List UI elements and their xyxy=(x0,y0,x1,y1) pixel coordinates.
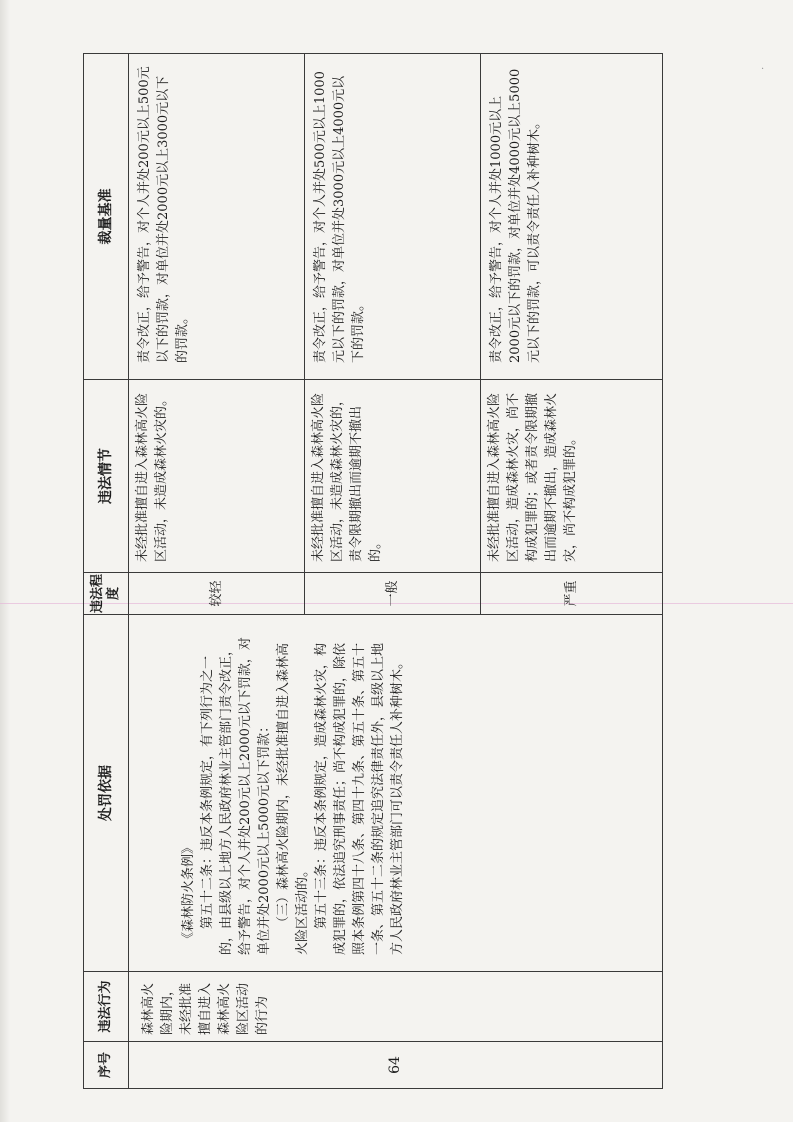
scan-edge-shadow xyxy=(0,0,10,1122)
article-52: 第五十二条：违反本条例规定，有下列行为之一的，由县级以上地方人民政府林业主管部门责令改正，给予警告，对个人并处200元以上2000元以下罚款，对单位并处2000元以上5000元以下罚款： xyxy=(200,637,272,955)
header-violation-situation: 违法情节 xyxy=(84,380,129,573)
margin-mark: · xyxy=(761,64,765,75)
regulation-title: 《森林防火条例》 xyxy=(181,840,196,945)
seq-number: 64 xyxy=(129,1042,663,1089)
table-header-row xyxy=(84,54,129,1089)
degree-serious: 严重 xyxy=(481,573,663,615)
situation-serious: 未经批准擅自进入森林高火险区活动，造成森林火灾，尚不构成犯罪的；或者责令限期撤出而逾期不撤出，造成森林火灾，尚不构成犯罪的。 xyxy=(481,380,663,573)
situation-general: 未经批准擅自进入森林高火险区活动，未造成森林火灾的，责令限期撤出而逾期不撤出的。 xyxy=(305,380,481,573)
header-discretion-standard: 裁量基准 xyxy=(84,54,129,380)
header-violation-act: 违法行为 xyxy=(84,972,129,1042)
header-violation-degree: 违法程度 xyxy=(84,573,129,615)
header-penalty-basis: 处罚依据 xyxy=(84,615,129,972)
violation-act: 森林高火险期内，未经批准擅自进入森林高火险区活动的行为 xyxy=(129,972,663,1042)
standard-minor: 责令改正，给予警告，对个人并处200元以上500元以下的罚款，对单位并处2000元以上3000元以下的罚款。 xyxy=(129,54,305,380)
rotated-page-content xyxy=(83,54,661,1089)
header-seq: 序号 xyxy=(84,1042,129,1089)
degree-general: 一般 xyxy=(305,573,481,615)
penalty-discretion-table xyxy=(83,53,663,1089)
degree-minor: 较轻 xyxy=(129,573,305,615)
article-53: 第五十三条：违反本条例规定，造成森林火灾，构成犯罪的，依法追究刑事责任；尚不构成犯罪的，除依照本条例第四十八条、第四十九条、第五十条、第五十一条、第五十二条的规定追究法律责任外，县级以上地方人民政府林业主管部门可以责令责任人补种树木。 xyxy=(314,642,405,955)
standard-serious: 责令改正，给予警告，对个人并处1000元以上2000元以下的罚款，对单位并处4000元以上5000元以下的罚款，可以责令责任人补种树木。 xyxy=(481,54,663,380)
article-52-item-3: （三）森林高火险期内，未经批准擅自进入森林高火险区活动的。 xyxy=(276,642,310,955)
standard-general: 责令改正，给予警告，对个人并处500元以上1000元以下的罚款，对单位并处3000元以上4000元以下的罚款。 xyxy=(305,54,481,380)
penalty-basis xyxy=(129,615,663,972)
situation-minor: 未经批准擅自进入森林高火险区活动，未造成森林火灾的。 xyxy=(129,380,305,573)
table-row xyxy=(129,54,305,1089)
